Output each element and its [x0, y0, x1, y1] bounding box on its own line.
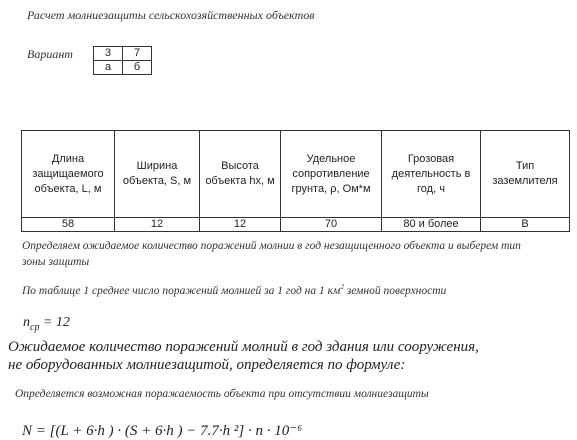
- value-height: 12: [200, 218, 281, 232]
- paragraph-expected-strikes: Определяем ожидаемое количество поражений молнии в год незащищенного объекта и выберем тип зоны защиты: [22, 240, 521, 268]
- variant-cell: 3: [94, 47, 123, 61]
- value-thunderstorm: 80 и более: [382, 218, 481, 232]
- value-width: 12: [115, 218, 200, 232]
- header-length: Длина защищаемого объекта, L, м: [22, 131, 115, 218]
- paragraph-formula-intro: Ожидаемое количество поражений молний в год здания или сооружения, не оборудованных молниезащитой, определяется по формуле:: [8, 339, 479, 373]
- table-row: [94, 61, 152, 75]
- ncp-value: [23, 315, 70, 333]
- table-row: [94, 47, 152, 61]
- table-header-row: [22, 131, 570, 218]
- header-height: Высота объекта hx, м: [200, 131, 281, 218]
- ncp-symbol: n: [23, 315, 30, 330]
- header-ground-type: Тип заземлителя: [481, 131, 570, 218]
- header-resistivity: Удельное сопротивление грунта, ρ, Ом*м: [281, 131, 382, 218]
- ncp-number: = 12: [39, 315, 70, 330]
- value-ground-type: В: [481, 218, 570, 232]
- paragraph-text: По таблице 1 среднее число поражений молнией за 1 год на 1 км: [22, 284, 341, 297]
- document-title: Расчет молниезащиты сельскохозяйственных объектов: [27, 8, 315, 22]
- ncp-subscript: ср: [30, 321, 40, 333]
- header-width: Ширина объекта, S, м: [115, 131, 200, 218]
- formula: N = [(L + 6·h ) · (S + 6·h ) − 7.7·h ²] · n · 10⁻⁶: [22, 423, 303, 439]
- variant-cell: 7: [123, 47, 152, 61]
- table-row: [22, 218, 570, 232]
- paragraph-text: земной поверхности: [343, 284, 447, 297]
- superscript: 2: [340, 283, 344, 291]
- value-length: 58: [22, 218, 115, 232]
- variant-cell: б: [123, 61, 152, 75]
- paragraph-table-reference: [22, 283, 446, 297]
- header-thunderstorm: Грозовая деятельность в год, ч: [382, 131, 481, 218]
- variant-cell: а: [94, 61, 123, 75]
- variant-table: [93, 46, 152, 75]
- value-resistivity: 70: [281, 218, 382, 232]
- paragraph-vulnerability: Определяется возможная поражаемость объекта при отсутствии молниезащиты: [15, 388, 429, 400]
- variant-label: Вариант: [27, 47, 73, 61]
- params-table: [21, 130, 570, 232]
